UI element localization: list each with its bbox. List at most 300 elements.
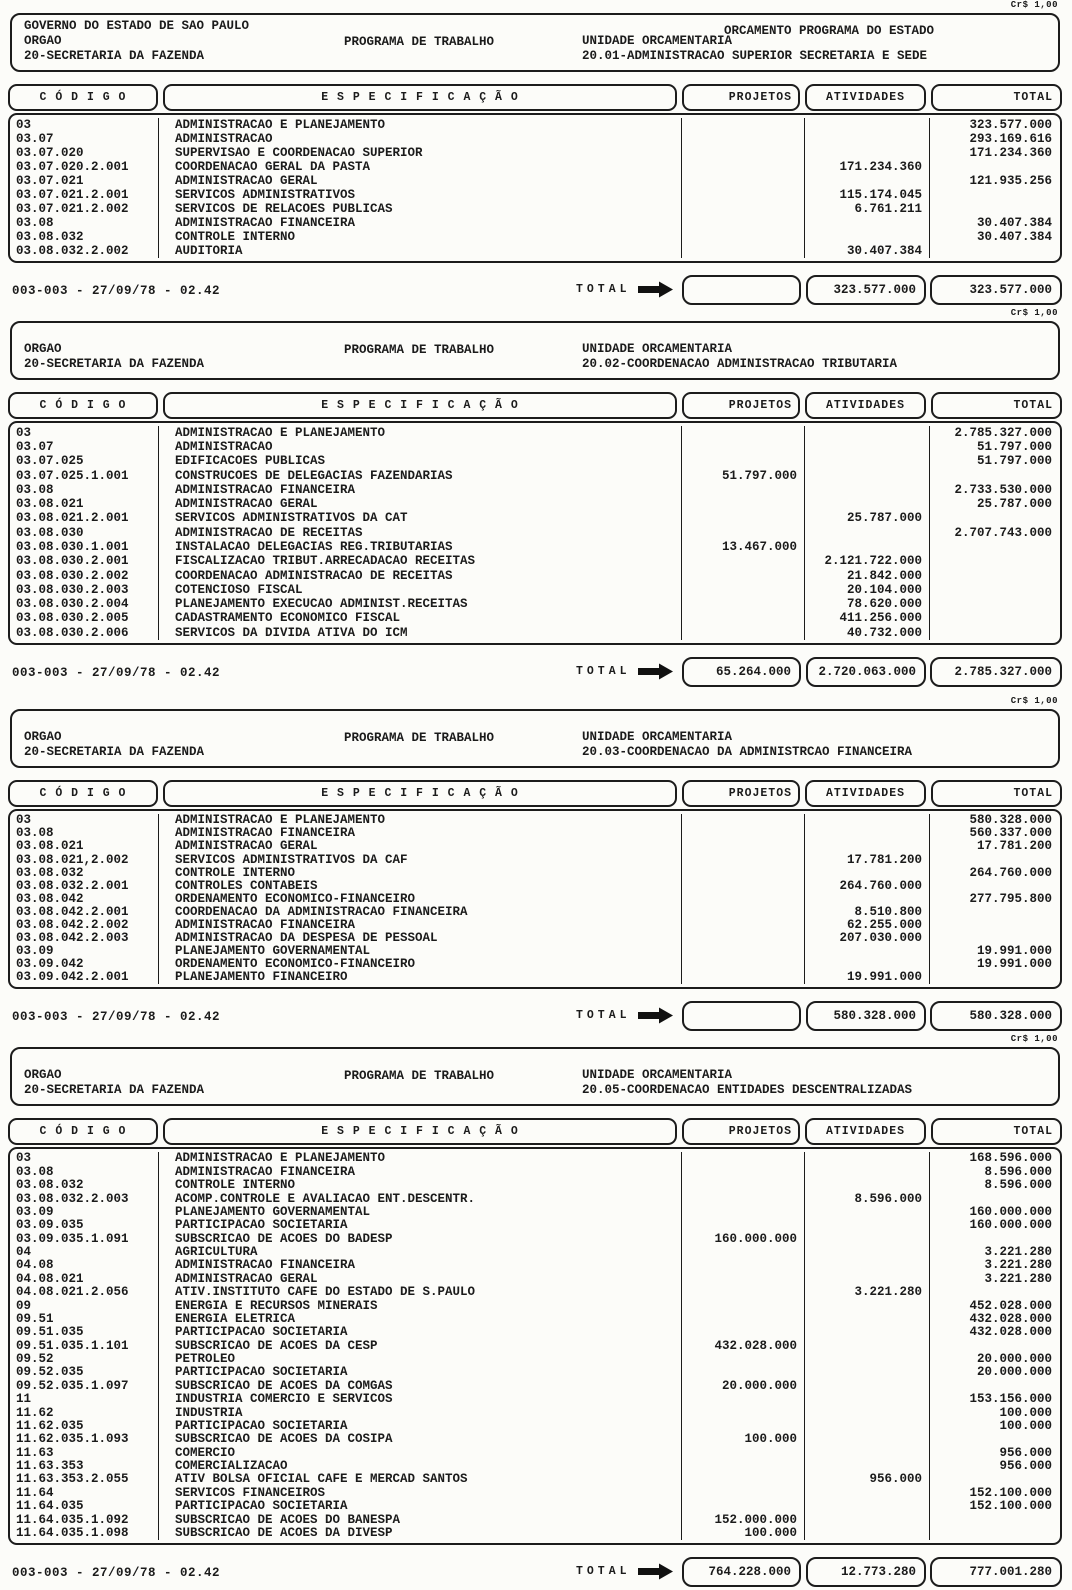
table-row bbox=[10, 1286, 1060, 1299]
cell-codigo: 09.51.035 bbox=[10, 1326, 159, 1339]
cell-especificacao: ADMINISTRACAO GERAL bbox=[159, 497, 682, 511]
cell-codigo: 03 bbox=[10, 814, 159, 827]
cell-codigo: 03.07 bbox=[10, 132, 159, 146]
cell-especificacao: ADMINISTRACAO E PLANEJAMENTO bbox=[159, 118, 682, 132]
unidade-label: UNIDADE ORCAMENTARIA bbox=[582, 730, 733, 744]
section-total-row bbox=[0, 1556, 1072, 1588]
cell-especificacao: CONSTRUCOES DE DELEGACIAS FAZENDARIAS bbox=[159, 469, 682, 483]
cell-projetos bbox=[682, 932, 805, 945]
programa-label: PROGRAMA DE TRABALHO bbox=[344, 731, 495, 745]
table-row bbox=[10, 1486, 1060, 1499]
cell-especificacao: ADMINISTRACAO GERAL bbox=[159, 1272, 682, 1285]
cell-especificacao: SUPERVISAO E COORDENACAO SUPERIOR bbox=[159, 146, 682, 160]
table-row bbox=[10, 1246, 1060, 1259]
cell-projetos bbox=[682, 188, 805, 202]
orgao-value: 20-SECRETARIA DA FAZENDA bbox=[24, 1083, 205, 1097]
total-label: TOTAL bbox=[576, 1565, 631, 1578]
column-header-total: TOTAL bbox=[931, 392, 1062, 419]
table-column-headers bbox=[8, 1118, 1062, 1145]
cell-total: 264.760.000 bbox=[969, 865, 1052, 880]
cell-atividades: 264.760.000 bbox=[805, 879, 930, 892]
table-row bbox=[10, 626, 1060, 640]
column-header-total: TOTAL bbox=[931, 780, 1062, 807]
cell-total: 20.000.000 bbox=[976, 1352, 1052, 1367]
cell-atividades bbox=[805, 1513, 930, 1526]
column-header-especificacao: E S P E C I F I C A Ç Ã O bbox=[163, 780, 677, 807]
cell-total bbox=[930, 1527, 1060, 1540]
cell-projetos bbox=[682, 455, 805, 469]
cell-atividades bbox=[805, 1406, 930, 1419]
cell-codigo: 11.62 bbox=[10, 1406, 159, 1419]
cell-atividades bbox=[805, 1206, 930, 1219]
cell-total bbox=[930, 611, 1060, 625]
cell-especificacao: EDIFICACOES PUBLICAS bbox=[159, 455, 682, 469]
cell-especificacao: COORDENACAO GERAL DA PASTA bbox=[159, 160, 682, 174]
table-column-headers bbox=[8, 84, 1062, 111]
arrow-right-icon bbox=[638, 281, 674, 298]
cell-atividades bbox=[805, 1446, 930, 1459]
cell-atividades bbox=[805, 1460, 930, 1473]
cell-codigo: 03.09.035 bbox=[10, 1219, 159, 1232]
cell-total: 2.733.530.000 bbox=[954, 482, 1052, 497]
cell-total: 100.000 bbox=[999, 1418, 1052, 1433]
total-label: TOTAL bbox=[576, 1009, 631, 1022]
cell-projetos bbox=[682, 866, 805, 879]
cell-total bbox=[930, 906, 1060, 919]
cell-projetos bbox=[682, 611, 805, 625]
cell-especificacao: PARTICIPACAO SOCIETARIA bbox=[159, 1219, 682, 1232]
cell-projetos bbox=[682, 202, 805, 216]
cell-total: 2.707.743.000 bbox=[954, 525, 1052, 540]
cell-atividades bbox=[805, 526, 930, 540]
table-row bbox=[10, 118, 1060, 132]
cell-codigo: 03.08.030.2.004 bbox=[10, 597, 159, 611]
table-row bbox=[10, 1406, 1060, 1419]
table-row bbox=[10, 426, 1060, 440]
cell-projetos bbox=[682, 1473, 805, 1486]
table-row bbox=[10, 583, 1060, 597]
cell-projetos bbox=[682, 1313, 805, 1326]
cell-atividades bbox=[805, 1433, 930, 1446]
cell-total bbox=[930, 469, 1060, 483]
currency-note: Cr$ 1,00 bbox=[1010, 696, 1058, 706]
cell-total bbox=[930, 1379, 1060, 1392]
column-header-projetos: PROJETOS bbox=[682, 84, 800, 111]
cell-atividades: 62.255.000 bbox=[805, 919, 930, 932]
cell-codigo: 03.08.032.2.003 bbox=[10, 1192, 159, 1205]
cell-atividades bbox=[805, 1246, 930, 1259]
cell-projetos bbox=[682, 626, 805, 640]
cell-projetos bbox=[682, 426, 805, 440]
cell-codigo: 11.62.035 bbox=[10, 1420, 159, 1433]
cell-atividades: 8.510.800 bbox=[805, 906, 930, 919]
cell-atividades: 40.732.000 bbox=[805, 626, 930, 640]
unidade-label: UNIDADE ORCAMENTARIA bbox=[582, 342, 733, 356]
table-row bbox=[10, 230, 1060, 244]
cell-atividades bbox=[805, 840, 930, 853]
cell-atividades: 956.000 bbox=[805, 1473, 930, 1486]
cell-codigo: 03.07 bbox=[10, 440, 159, 454]
table-row bbox=[10, 906, 1060, 919]
cell-total: 30.407.384 bbox=[976, 215, 1052, 230]
table-row bbox=[10, 892, 1060, 905]
cell-total bbox=[930, 597, 1060, 611]
cell-especificacao: SUBSCRICAO DE ACOES DA DIVESP bbox=[159, 1527, 682, 1540]
cell-total bbox=[930, 1192, 1060, 1205]
cell-atividades bbox=[805, 440, 930, 454]
cell-atividades bbox=[805, 1366, 930, 1379]
total-grand-box: 323.577.000 bbox=[930, 275, 1062, 305]
table-row bbox=[10, 160, 1060, 174]
cell-projetos bbox=[682, 554, 805, 568]
cell-especificacao: COMERCIO bbox=[159, 1446, 682, 1459]
cell-total bbox=[930, 626, 1060, 640]
cell-projetos bbox=[682, 440, 805, 454]
cell-projetos bbox=[682, 512, 805, 526]
cell-codigo: 09.51.035.1.101 bbox=[10, 1339, 159, 1352]
cell-total: 30.407.384 bbox=[976, 229, 1052, 244]
table-row bbox=[10, 1179, 1060, 1192]
table-row bbox=[10, 853, 1060, 866]
unidade-value: 20.01-ADMINISTRACAO SUPERIOR SECRETARIA E SEDE bbox=[582, 49, 928, 63]
cell-projetos bbox=[682, 1366, 805, 1379]
cell-projetos: 160.000.000 bbox=[682, 1232, 805, 1245]
orgao-value: 20-SECRETARIA DA FAZENDA bbox=[24, 49, 205, 63]
cell-total: 160.000.000 bbox=[969, 1218, 1052, 1233]
column-header-atividades: ATIVIDADES bbox=[805, 1118, 926, 1145]
column-header-codigo: C Ó D I G O bbox=[8, 1118, 158, 1145]
section-total-row bbox=[0, 1000, 1072, 1032]
cell-total: 25.787.000 bbox=[976, 497, 1052, 512]
cell-codigo: 03.08.030.2.002 bbox=[10, 569, 159, 583]
cell-codigo: 03.08.030.2.001 bbox=[10, 554, 159, 568]
table-row bbox=[10, 455, 1060, 469]
cell-atividades bbox=[805, 483, 930, 497]
cell-codigo: 11.63.353 bbox=[10, 1460, 159, 1473]
cell-projetos bbox=[682, 1152, 805, 1165]
header-left-block bbox=[24, 19, 249, 64]
cell-especificacao: ACOMP.CONTROLE E AVALIACAO ENT.DESCENTR. bbox=[159, 1192, 682, 1205]
cell-atividades: 78.620.000 bbox=[805, 597, 930, 611]
cell-atividades bbox=[805, 132, 930, 146]
cell-total bbox=[930, 160, 1060, 174]
cell-projetos bbox=[682, 146, 805, 160]
cell-projetos: 13.467.000 bbox=[682, 540, 805, 554]
cell-total: 171.234.360 bbox=[969, 145, 1052, 160]
table-row bbox=[10, 497, 1060, 511]
header-right-block bbox=[582, 342, 897, 372]
table-row bbox=[10, 554, 1060, 568]
table-row bbox=[10, 569, 1060, 583]
cell-projetos bbox=[682, 1353, 805, 1366]
cell-atividades bbox=[805, 1527, 930, 1540]
cell-especificacao: INDUSTRIA bbox=[159, 1406, 682, 1419]
cell-total bbox=[930, 569, 1060, 583]
total-grand-box: 777.001.280 bbox=[930, 1557, 1062, 1587]
report-reference: 003-003 - 27/09/78 - 02.42 bbox=[12, 666, 221, 680]
header-right-block bbox=[582, 730, 912, 760]
cell-codigo: 03.08.042.2.002 bbox=[10, 919, 159, 932]
cell-projetos bbox=[682, 1165, 805, 1178]
cell-total: 452.028.000 bbox=[969, 1298, 1052, 1313]
cell-projetos bbox=[682, 814, 805, 827]
cell-codigo: 09 bbox=[10, 1299, 159, 1312]
cell-total bbox=[930, 583, 1060, 597]
column-header-codigo: C Ó D I G O bbox=[8, 780, 158, 807]
cell-total: 8.596.000 bbox=[984, 1164, 1052, 1179]
cell-codigo: 03.08 bbox=[10, 216, 159, 230]
cell-atividades bbox=[805, 814, 930, 827]
cell-especificacao: PLANEJAMENTO GOVERNAMENTAL bbox=[159, 1206, 682, 1219]
table-row bbox=[10, 1379, 1060, 1392]
cell-codigo: 03.08.030.2.006 bbox=[10, 626, 159, 640]
cell-especificacao: ADMINISTRACAO FINANCEIRA bbox=[159, 1165, 682, 1178]
cell-projetos bbox=[682, 1259, 805, 1272]
cell-atividades: 411.256.000 bbox=[805, 611, 930, 625]
total-projetos-box: 65.264.000 bbox=[682, 657, 801, 687]
cell-total: 51.797.000 bbox=[976, 454, 1052, 469]
cell-especificacao: ADMINISTRACAO DE RECEITAS bbox=[159, 526, 682, 540]
cell-codigo: 03.07.020 bbox=[10, 146, 159, 160]
cell-atividades: 171.234.360 bbox=[805, 160, 930, 174]
cell-codigo: 03.07.021.2.002 bbox=[10, 202, 159, 216]
column-header-especificacao: E S P E C I F I C A Ç Ã O bbox=[163, 84, 677, 111]
table-row bbox=[10, 1313, 1060, 1326]
cell-atividades bbox=[805, 866, 930, 879]
cell-especificacao: SUBSCRICAO DE ACOES DO BADESP bbox=[159, 1232, 682, 1245]
cell-projetos bbox=[682, 569, 805, 583]
cell-especificacao: SERVICOS ADMINISTRATIVOS bbox=[159, 188, 682, 202]
cell-total: 293.169.616 bbox=[969, 131, 1052, 146]
table-column-headers bbox=[8, 780, 1062, 807]
cell-total: 152.100.000 bbox=[969, 1499, 1052, 1514]
cell-projetos: 100.000 bbox=[682, 1527, 805, 1540]
cell-codigo: 03.09 bbox=[10, 945, 159, 958]
column-header-especificacao: E S P E C I F I C A Ç Ã O bbox=[163, 392, 677, 419]
cell-especificacao: SERVICOS DA DIVIDA ATIVA DO ICM bbox=[159, 626, 682, 640]
cell-atividades bbox=[805, 958, 930, 971]
arrow-right-icon bbox=[638, 663, 674, 680]
cell-especificacao: ADMINISTRACAO E PLANEJAMENTO bbox=[159, 426, 682, 440]
unidade-value: 20.05-COORDENACAO ENTIDADES DESCENTRALIZADAS bbox=[582, 1083, 913, 1097]
cell-especificacao: ADMINISTRACAO GERAL bbox=[159, 174, 682, 188]
cell-codigo: 03.08.032.2.002 bbox=[10, 244, 159, 258]
cell-codigo: 09.51 bbox=[10, 1313, 159, 1326]
cell-projetos bbox=[682, 1206, 805, 1219]
cell-codigo: 03.09.042 bbox=[10, 958, 159, 971]
column-header-projetos: PROJETOS bbox=[682, 1118, 800, 1145]
cell-projetos bbox=[682, 840, 805, 853]
cell-total bbox=[930, 188, 1060, 202]
total-grand-box: 2.785.327.000 bbox=[930, 657, 1062, 687]
table-row bbox=[10, 1299, 1060, 1312]
government-title: GOVERNO DO ESTADO DE SAO PAULO bbox=[24, 19, 250, 33]
total-atividades-box: 2.720.063.000 bbox=[806, 657, 926, 687]
cell-especificacao: PARTICIPACAO SOCIETARIA bbox=[159, 1500, 682, 1513]
cell-total bbox=[930, 540, 1060, 554]
cell-atividades: 115.174.045 bbox=[805, 188, 930, 202]
column-header-codigo: C Ó D I G O bbox=[8, 392, 158, 419]
cell-total bbox=[930, 512, 1060, 526]
cell-atividades bbox=[805, 892, 930, 905]
cell-atividades: 25.787.000 bbox=[805, 512, 930, 526]
cell-codigo: 04.08.021.2.056 bbox=[10, 1286, 159, 1299]
cell-especificacao: SERVICOS DE RELACOES PUBLICAS bbox=[159, 202, 682, 216]
cell-codigo: 11.63.353.2.055 bbox=[10, 1473, 159, 1486]
cell-total: 160.000.000 bbox=[969, 1204, 1052, 1219]
cell-atividades bbox=[805, 1353, 930, 1366]
cell-projetos bbox=[682, 174, 805, 188]
column-header-projetos: PROJETOS bbox=[682, 392, 800, 419]
cell-total: 100.000 bbox=[999, 1405, 1052, 1420]
total-atividades-box: 580.328.000 bbox=[806, 1001, 926, 1031]
cell-atividades: 207.030.000 bbox=[805, 932, 930, 945]
cell-especificacao: ADMINISTRACAO FINANCEIRA bbox=[159, 216, 682, 230]
orgao-value: 20-SECRETARIA DA FAZENDA bbox=[24, 357, 205, 371]
cell-especificacao: ENERGIA ELETRICA bbox=[159, 1313, 682, 1326]
cell-atividades: 21.842.000 bbox=[805, 569, 930, 583]
cell-codigo: 03.09 bbox=[10, 1206, 159, 1219]
cell-atividades bbox=[805, 1299, 930, 1312]
cell-total bbox=[930, 1513, 1060, 1526]
programa-label: PROGRAMA DE TRABALHO bbox=[344, 35, 495, 49]
cell-atividades bbox=[805, 216, 930, 230]
cell-especificacao: ADMINISTRACAO DA DESPESA DE PESSOAL bbox=[159, 932, 682, 945]
cell-projetos bbox=[682, 132, 805, 146]
cell-codigo: 04.08 bbox=[10, 1259, 159, 1272]
cell-atividades bbox=[805, 1232, 930, 1245]
cell-atividades: 20.104.000 bbox=[805, 583, 930, 597]
cell-codigo: 03.07.025 bbox=[10, 455, 159, 469]
table-row bbox=[10, 1527, 1060, 1540]
cell-total: 432.028.000 bbox=[969, 1325, 1052, 1340]
table-row bbox=[10, 1165, 1060, 1178]
table-row bbox=[10, 1192, 1060, 1205]
cell-projetos: 20.000.000 bbox=[682, 1379, 805, 1392]
cell-especificacao: COMERCIALIZACAO bbox=[159, 1460, 682, 1473]
table-row bbox=[10, 132, 1060, 146]
cell-total bbox=[930, 1473, 1060, 1486]
cell-codigo: 03.08 bbox=[10, 827, 159, 840]
section-total-row bbox=[0, 656, 1072, 688]
cell-total bbox=[930, 554, 1060, 568]
cell-atividades bbox=[805, 146, 930, 160]
cell-total bbox=[930, 1286, 1060, 1299]
total-projetos-box: 764.228.000 bbox=[682, 1557, 801, 1587]
section-total-row bbox=[0, 274, 1072, 306]
section-header-box bbox=[10, 13, 1060, 72]
cell-projetos bbox=[682, 1299, 805, 1312]
cell-especificacao: ENERGIA E RECURSOS MINERAIS bbox=[159, 1299, 682, 1312]
cell-total bbox=[930, 1433, 1060, 1446]
cell-atividades: 8.596.000 bbox=[805, 1192, 930, 1205]
report-reference: 003-003 - 27/09/78 - 02.42 bbox=[12, 1010, 221, 1024]
cell-projetos bbox=[682, 244, 805, 258]
cell-atividades: 19.991.000 bbox=[805, 971, 930, 984]
cell-codigo: 11.64 bbox=[10, 1486, 159, 1499]
table-row bbox=[10, 971, 1060, 984]
header-right-block bbox=[582, 1068, 912, 1098]
cell-total: 20.000.000 bbox=[976, 1365, 1052, 1380]
cell-atividades bbox=[805, 174, 930, 188]
cell-total: 580.328.000 bbox=[969, 813, 1052, 828]
column-header-atividades: ATIVIDADES bbox=[805, 392, 926, 419]
cell-especificacao: SUBSCRICAO DE ACOES DA COSIPA bbox=[159, 1433, 682, 1446]
cell-total bbox=[930, 919, 1060, 932]
cell-total bbox=[930, 932, 1060, 945]
cell-especificacao: ADMINISTRACAO E PLANEJAMENTO bbox=[159, 1152, 682, 1165]
table-row bbox=[10, 440, 1060, 454]
table-row bbox=[10, 597, 1060, 611]
table-body bbox=[8, 1147, 1062, 1545]
cell-projetos bbox=[682, 827, 805, 840]
total-projetos-box bbox=[682, 1001, 801, 1031]
cell-atividades bbox=[805, 827, 930, 840]
cell-especificacao: CONTROLE INTERNO bbox=[159, 866, 682, 879]
cell-especificacao: ADMINISTRACAO GERAL bbox=[159, 840, 682, 853]
table-body bbox=[8, 809, 1062, 989]
cell-codigo: 04 bbox=[10, 1246, 159, 1259]
cell-especificacao: PETROLEO bbox=[159, 1353, 682, 1366]
arrow-right-icon bbox=[638, 1007, 674, 1024]
cell-total: 956.000 bbox=[999, 1459, 1052, 1474]
currency-note: Cr$ 1,00 bbox=[1010, 308, 1058, 318]
orgao-value: 20-SECRETARIA DA FAZENDA bbox=[24, 745, 205, 759]
cell-atividades bbox=[805, 1165, 930, 1178]
cell-atividades bbox=[805, 118, 930, 132]
table-row bbox=[10, 512, 1060, 526]
cell-codigo: 03.08.021.2.001 bbox=[10, 512, 159, 526]
cell-codigo: 03.09.035.1.091 bbox=[10, 1232, 159, 1245]
orcamento-title: ORCAMENTO PROGRAMA DO ESTADO bbox=[724, 24, 935, 38]
table-row bbox=[10, 814, 1060, 827]
table-row bbox=[10, 958, 1060, 971]
cell-atividades: 17.781.200 bbox=[805, 853, 930, 866]
cell-codigo: 03.08.030.1.001 bbox=[10, 540, 159, 554]
header-left-block bbox=[24, 1068, 204, 1098]
unidade-value: 20.03-COORDENACAO DA ADMINISTRCAO FINANCEIRA bbox=[582, 745, 913, 759]
cell-especificacao: ADMINISTRACAO FINANCEIRA bbox=[159, 919, 682, 932]
cell-especificacao: PLANEJAMENTO EXECUCAO ADMINIST.RECEITAS bbox=[159, 597, 682, 611]
table-row bbox=[10, 540, 1060, 554]
column-header-total: TOTAL bbox=[931, 84, 1062, 111]
cell-codigo: 03.08.042.2.001 bbox=[10, 906, 159, 919]
cell-total: 2.785.327.000 bbox=[954, 425, 1052, 440]
cell-especificacao: AGRICULTURA bbox=[159, 1246, 682, 1259]
cell-total: 51.797.000 bbox=[976, 440, 1052, 455]
table-row bbox=[10, 879, 1060, 892]
cell-codigo: 03.08.032 bbox=[10, 230, 159, 244]
table-row bbox=[10, 866, 1060, 879]
cell-projetos bbox=[682, 1219, 805, 1232]
cell-especificacao: SERVICOS FINANCEIROS bbox=[159, 1486, 682, 1499]
cell-codigo: 03.08.021,2.002 bbox=[10, 853, 159, 866]
cell-total: 152.100.000 bbox=[969, 1485, 1052, 1500]
cell-total bbox=[930, 879, 1060, 892]
cell-projetos bbox=[682, 483, 805, 497]
table-row bbox=[10, 1433, 1060, 1446]
cell-codigo: 03.08.032 bbox=[10, 866, 159, 879]
cell-atividades bbox=[805, 1179, 930, 1192]
cell-projetos bbox=[682, 1460, 805, 1473]
cell-total: 17.781.200 bbox=[976, 839, 1052, 854]
cell-atividades bbox=[805, 1152, 930, 1165]
table-row bbox=[10, 919, 1060, 932]
cell-total: 323.577.000 bbox=[969, 117, 1052, 132]
cell-total: 277.795.800 bbox=[969, 891, 1052, 906]
total-atividades-box: 12.773.280 bbox=[806, 1557, 926, 1587]
cell-projetos bbox=[682, 853, 805, 866]
